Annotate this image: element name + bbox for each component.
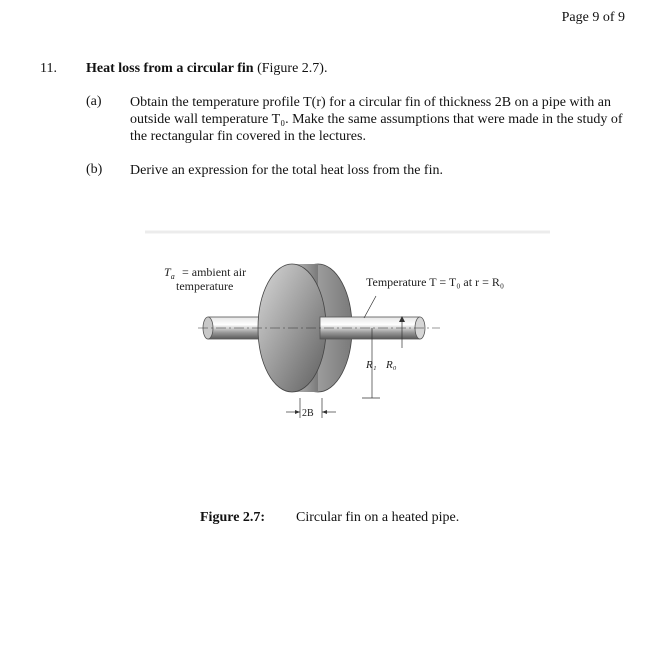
figure-caption-text: Circular fin on a heated pipe.	[296, 510, 460, 525]
page-number: Page 9 of 9	[561, 10, 625, 25]
ambient-label-line1: = ambient air	[182, 265, 247, 279]
question-number: 11.	[40, 61, 57, 76]
temperature-label: Temperature T = T₀ at r = R₀	[366, 275, 505, 289]
question-title	[86, 61, 327, 77]
thickness-arrowhead-right	[322, 410, 327, 414]
part-b-label: (b)	[86, 162, 103, 177]
r0-label: R₀	[386, 359, 397, 371]
part-a-text: Obtain the temperature profile T(r) for a circular fin of thickness 2B on a pipe with an outside wall temperature T₀. Make the same assumptions that were made in the study of the rectangular fin covered in the lectures.	[130, 95, 623, 144]
part-b-text: Derive an expression for the total heat loss from the fin.	[130, 163, 443, 178]
ambient-label-line2: temperature	[176, 279, 234, 293]
r1-label: R₁	[366, 359, 377, 371]
figure-caption-number: Figure 2.7:	[200, 510, 266, 525]
thickness-arrowhead-left	[295, 410, 300, 414]
temperature-leader	[364, 296, 376, 318]
ambient-symbol: $T_a$	[164, 265, 175, 281]
part-a-label: (a)	[86, 94, 102, 109]
thickness-label: 2B	[302, 408, 314, 419]
question-title-rest: (Figure 2.7).	[253, 61, 328, 76]
circular-fin-figure	[140, 222, 560, 462]
question-title-bold: Heat loss from a circular fin	[86, 61, 254, 76]
